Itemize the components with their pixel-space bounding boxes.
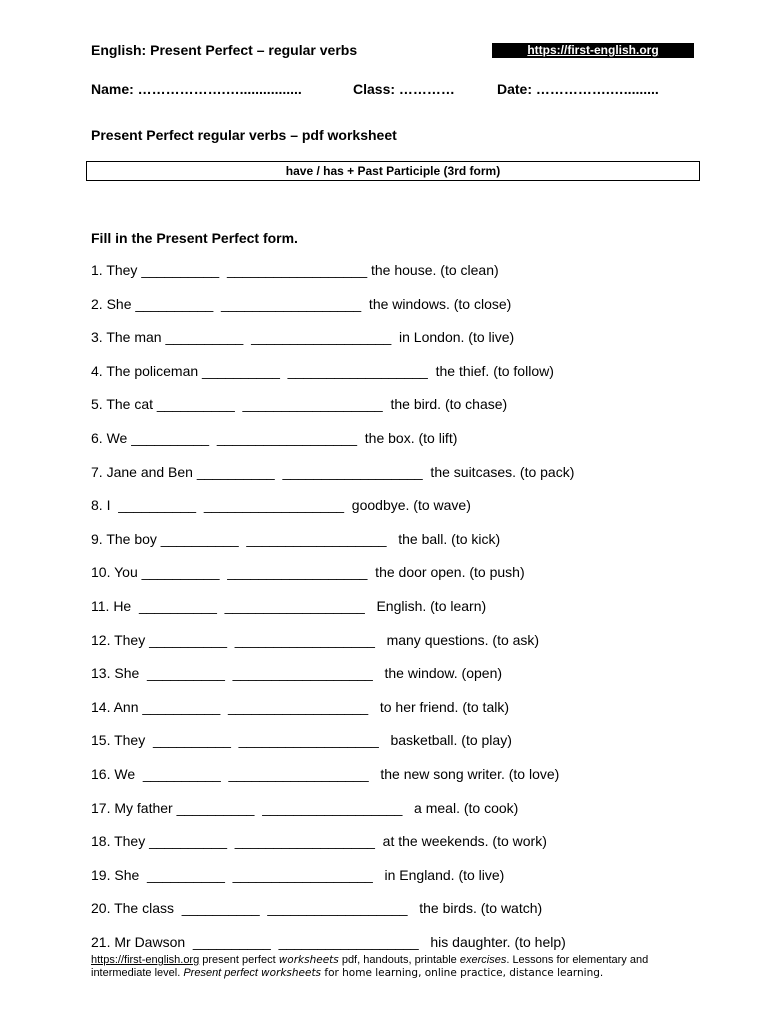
name-field: Name: ……………….…................ [91,81,302,97]
footer-text-5: for home learning, online practice, distance learning. [321,967,604,979]
worksheet-subtitle: Present Perfect regular verbs – pdf worksheet [91,127,397,143]
exercise-item: 16. We __________ __________________ the new song writer. (to love) [91,766,560,782]
exercise-item: 6. We __________ __________________ the box. (to lift) [91,430,458,446]
exercise-item: 2. She __________ __________________ the windows. (to close) [91,295,512,312]
exercise-item: 13. She __________ __________________ the window. (open) [91,665,503,682]
date-field: Date: …………….…......... [497,81,659,97]
instruction-heading: Fill in the Present Perfect form. [91,230,298,246]
exercise-item: 18. They __________ __________________ at the weekends. (to work) [91,833,547,850]
footer-present-perfect: Present perfect [183,967,258,979]
exercise-item: 17. My father __________ __________________ a meal. (to cook) [91,799,519,816]
exercise-item: 15. They __________ __________________ basketball. (to play) [91,732,512,749]
footer-text-1: present perfect [199,954,279,966]
exercise-item: 12. They __________ __________________ many questions. (to ask) [91,631,540,648]
exercise-item: 19. She __________ __________________ in England. (to live) [91,866,505,883]
footer-text-3: . Lessons for elementary and intermediate level. [91,954,649,979]
exercise-item: 4. The policeman __________ __________________ the thief. (to follow) [91,362,554,379]
exercise-item: 11. He __________ __________________ English. (to learn) [91,598,487,614]
footer-exercises: exercises [459,954,507,966]
footer-worksheets-1: worksheets [278,954,339,966]
exercise-item: 7. Jane and Ben __________ __________________ the suitcases. (to pack) [91,463,575,480]
exercise-item: 10. You __________ __________________ the door open. (to push) [91,564,525,581]
grammar-formula-box: have / has + Past Participle (3rd form) [86,161,700,181]
exercise-item: 21. Mr Dawson __________ __________________ his daughter. (to help) [91,934,566,950]
exercise-item: 5. The cat __________ __________________ the bird. (to chase) [91,396,508,413]
site-url-link[interactable]: https://first-english.org [492,43,694,58]
class-field: Class: ………… [353,81,455,97]
exercise-item: 3. The man __________ __________________ in London. (to live) [91,329,515,346]
exercise-item: 9. The boy __________ __________________ the ball. (to kick) [91,530,501,547]
exercise-item: 8. I __________ __________________ goodbye. (to wave) [91,497,471,514]
exercise-item: 14. Ann __________ __________________ to her friend. (to talk) [91,698,510,715]
exercise-item: 20. The class __________ __________________ the birds. (to watch) [91,900,543,917]
footer-link[interactable]: https://first-english.org [91,954,200,966]
footer-worksheets-2: worksheets [260,967,322,979]
footer-note [91,954,691,980]
exercise-item: 1. They __________ __________________ the house. (to clean) [91,262,499,278]
footer-text-2: pdf, handouts, printable [338,954,460,966]
worksheet-title: English: Present Perfect – regular verbs [91,42,358,58]
